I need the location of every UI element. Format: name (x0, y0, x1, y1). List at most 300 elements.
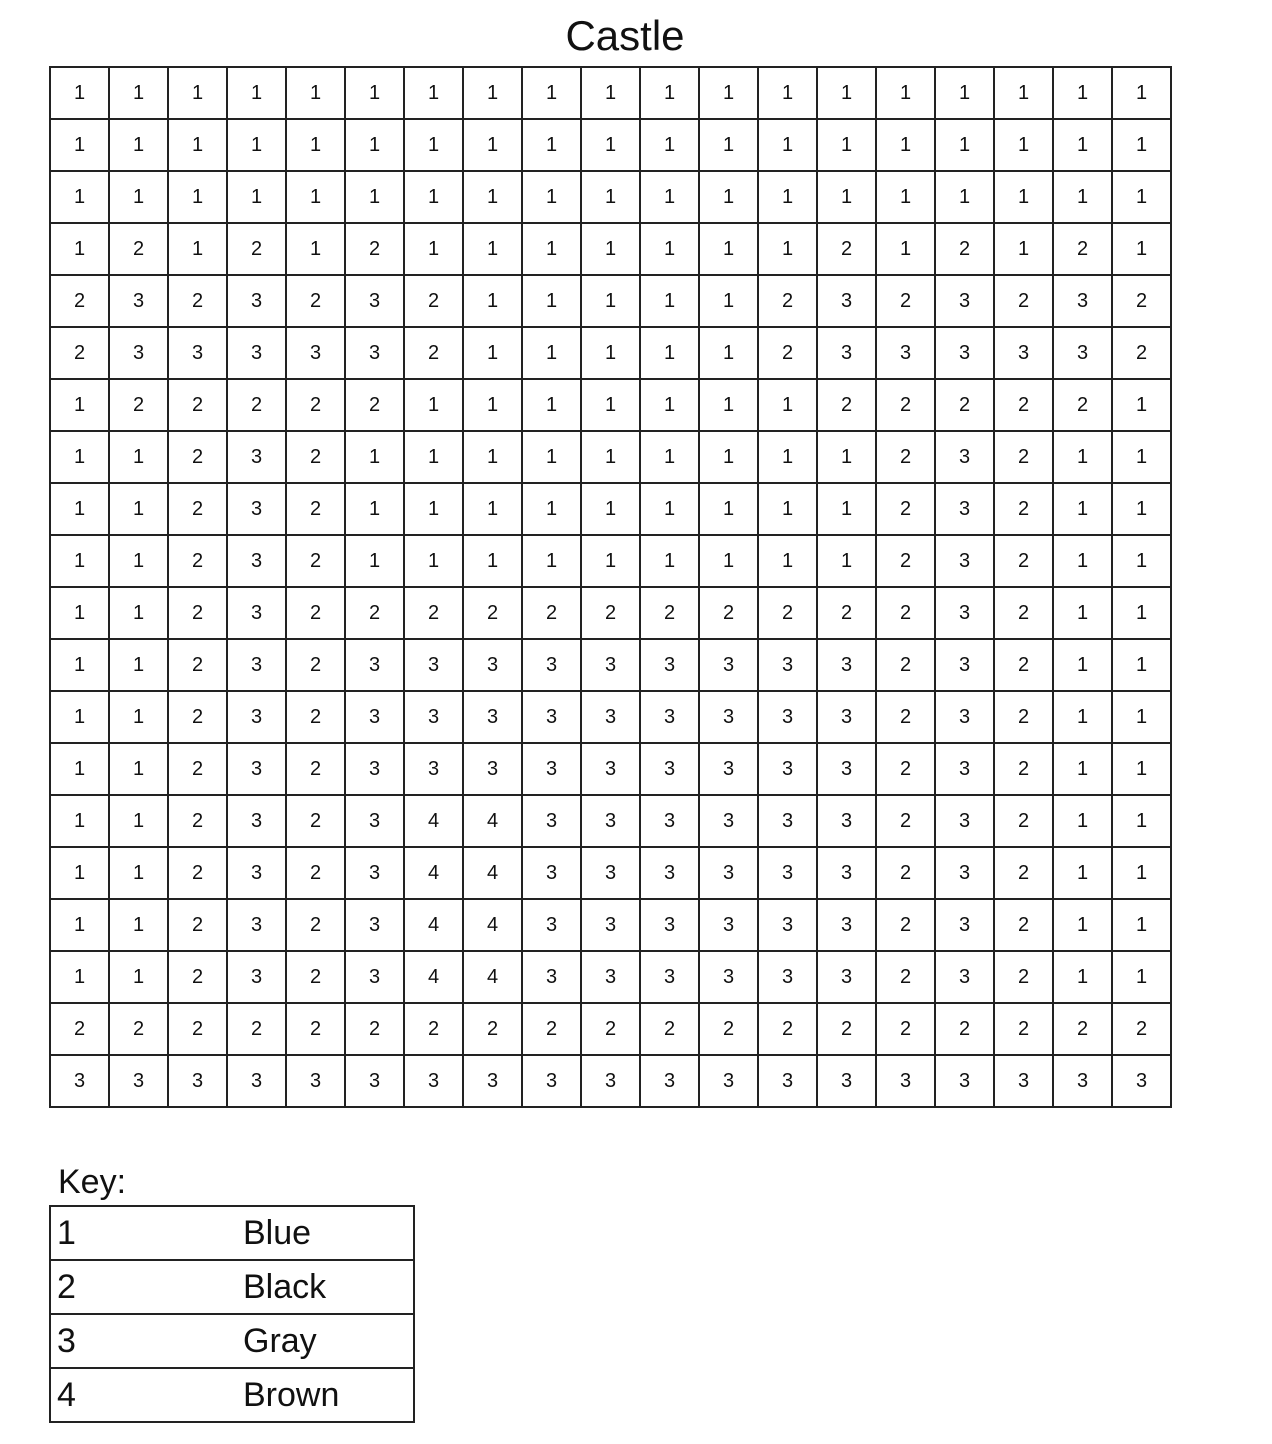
grid-cell: 1 (168, 67, 227, 119)
grid-cell: 1 (935, 171, 994, 223)
grid-cell: 1 (581, 275, 640, 327)
grid-cell: 3 (935, 535, 994, 587)
grid-cell: 1 (699, 327, 758, 379)
grid-cell: 1 (50, 119, 109, 171)
grid-cell: 4 (463, 951, 522, 1003)
grid-cell: 1 (994, 67, 1053, 119)
grid-cell: 2 (50, 1003, 109, 1055)
grid-cell: 1 (1112, 639, 1171, 691)
grid-cell: 1 (640, 535, 699, 587)
grid-cell: 3 (935, 327, 994, 379)
grid-cell: 2 (168, 691, 227, 743)
grid-cell: 1 (581, 327, 640, 379)
grid-cell: 1 (699, 67, 758, 119)
grid-cell: 2 (286, 743, 345, 795)
grid-cell: 2 (994, 639, 1053, 691)
grid-cell: 3 (817, 691, 876, 743)
grid-cell: 4 (463, 795, 522, 847)
grid-cell: 4 (404, 795, 463, 847)
grid-cell: 1 (1112, 847, 1171, 899)
grid-cell: 3 (227, 795, 286, 847)
grid-cell: 3 (935, 431, 994, 483)
grid-cell: 2 (168, 951, 227, 1003)
grid-cell: 1 (640, 119, 699, 171)
grid-cell: 1 (50, 431, 109, 483)
grid-cell: 2 (50, 327, 109, 379)
grid-cell: 2 (581, 587, 640, 639)
grid-cell: 3 (227, 1055, 286, 1107)
grid-cell: 1 (581, 171, 640, 223)
grid-cell: 1 (1112, 899, 1171, 951)
grid-cell: 3 (109, 275, 168, 327)
grid-cell: 2 (994, 483, 1053, 535)
grid-cell: 2 (876, 847, 935, 899)
grid-cell: 3 (345, 691, 404, 743)
grid-cell: 1 (168, 223, 227, 275)
grid-cell: 1 (463, 67, 522, 119)
grid-cell: 1 (522, 327, 581, 379)
grid-cell: 1 (522, 171, 581, 223)
key-color: Brown (243, 1368, 414, 1422)
grid-cell: 2 (876, 639, 935, 691)
grid-cell: 1 (286, 223, 345, 275)
grid-cell: 3 (345, 951, 404, 1003)
grid-cell: 1 (1053, 795, 1112, 847)
grid-cell: 1 (463, 483, 522, 535)
grid-cell: 3 (345, 639, 404, 691)
grid-cell: 3 (227, 535, 286, 587)
grid-row (50, 587, 1171, 639)
grid-cell: 1 (640, 171, 699, 223)
grid-cell: 1 (109, 431, 168, 483)
grid-cell: 2 (286, 951, 345, 1003)
grid-cell: 3 (522, 899, 581, 951)
grid-cell: 2 (345, 223, 404, 275)
color-key-table (49, 1205, 415, 1423)
grid-cell: 2 (345, 1003, 404, 1055)
grid-cell: 2 (522, 1003, 581, 1055)
grid-cell: 3 (522, 1055, 581, 1107)
grid-cell: 3 (345, 1055, 404, 1107)
grid-cell: 1 (109, 67, 168, 119)
grid-cell: 1 (817, 535, 876, 587)
grid-cell: 2 (227, 223, 286, 275)
color-by-number-grid (49, 66, 1172, 1108)
grid-cell: 1 (50, 951, 109, 1003)
grid-cell: 3 (640, 691, 699, 743)
grid-cell: 1 (50, 639, 109, 691)
grid-cell: 3 (935, 847, 994, 899)
grid-cell: 2 (817, 1003, 876, 1055)
grid-cell: 1 (817, 431, 876, 483)
grid-cell: 3 (50, 1055, 109, 1107)
grid-cell: 1 (168, 119, 227, 171)
grid-cell: 1 (876, 119, 935, 171)
grid-cell: 3 (876, 1055, 935, 1107)
grid-cell: 2 (1112, 275, 1171, 327)
grid-cell: 1 (758, 67, 817, 119)
grid-cell: 2 (876, 743, 935, 795)
grid-cell: 1 (463, 327, 522, 379)
grid-cell: 3 (876, 327, 935, 379)
grid-cell: 1 (286, 119, 345, 171)
grid-cell: 2 (1053, 223, 1112, 275)
grid-cell: 2 (1112, 1003, 1171, 1055)
grid-cell: 1 (50, 223, 109, 275)
grid-cell: 3 (935, 951, 994, 1003)
grid-cell: 3 (404, 691, 463, 743)
grid-row (50, 1003, 1171, 1055)
grid-cell: 1 (109, 587, 168, 639)
grid-cell: 2 (168, 535, 227, 587)
key-number: 2 (50, 1260, 243, 1314)
grid-cell: 1 (758, 535, 817, 587)
grid-cell: 2 (286, 379, 345, 431)
grid-cell: 1 (1112, 431, 1171, 483)
grid-cell: 1 (817, 119, 876, 171)
grid-cell: 2 (935, 223, 994, 275)
grid-cell: 2 (994, 899, 1053, 951)
grid-cell: 3 (345, 795, 404, 847)
grid-cell: 3 (581, 795, 640, 847)
grid-cell: 3 (1053, 275, 1112, 327)
grid-cell: 2 (758, 587, 817, 639)
grid-cell: 1 (1112, 171, 1171, 223)
grid-cell: 1 (994, 223, 1053, 275)
grid-cell: 1 (699, 275, 758, 327)
grid-cell: 1 (758, 379, 817, 431)
grid-cell: 3 (1053, 327, 1112, 379)
grid-cell: 3 (404, 1055, 463, 1107)
grid-cell: 3 (758, 639, 817, 691)
grid-cell: 2 (994, 587, 1053, 639)
grid-cell: 1 (699, 535, 758, 587)
grid-cell: 1 (345, 67, 404, 119)
grid-row (50, 431, 1171, 483)
grid-cell: 3 (286, 327, 345, 379)
grid-cell: 1 (404, 379, 463, 431)
grid-cell: 1 (640, 327, 699, 379)
grid-cell: 3 (758, 795, 817, 847)
grid-cell: 3 (817, 639, 876, 691)
grid-cell: 2 (286, 587, 345, 639)
grid-cell: 1 (758, 119, 817, 171)
grid-cell: 1 (1112, 379, 1171, 431)
grid-cell: 2 (345, 379, 404, 431)
grid-cell: 3 (758, 847, 817, 899)
key-color: Gray (243, 1314, 414, 1368)
grid-cell: 1 (876, 67, 935, 119)
grid-cell: 3 (699, 691, 758, 743)
grid-cell: 3 (227, 639, 286, 691)
grid-cell: 2 (286, 1003, 345, 1055)
grid-cell: 3 (758, 951, 817, 1003)
grid-cell: 2 (935, 1003, 994, 1055)
grid-cell: 1 (758, 171, 817, 223)
grid-cell: 1 (1112, 795, 1171, 847)
grid-cell: 2 (1053, 379, 1112, 431)
grid-row (50, 379, 1171, 431)
grid-cell: 1 (994, 119, 1053, 171)
grid-cell: 1 (699, 119, 758, 171)
grid-cell: 1 (50, 743, 109, 795)
grid-cell: 2 (699, 1003, 758, 1055)
grid-cell: 3 (404, 743, 463, 795)
grid-cell: 2 (994, 431, 1053, 483)
grid-cell: 2 (404, 587, 463, 639)
grid-cell: 2 (876, 1003, 935, 1055)
grid-cell: 2 (168, 587, 227, 639)
grid-cell: 1 (168, 171, 227, 223)
grid-cell: 2 (168, 847, 227, 899)
grid-cell: 2 (109, 379, 168, 431)
grid-cell: 1 (345, 483, 404, 535)
grid-cell: 2 (404, 327, 463, 379)
grid-cell: 3 (640, 847, 699, 899)
grid-cell: 1 (640, 275, 699, 327)
key-row (50, 1314, 414, 1368)
grid-cell: 1 (581, 223, 640, 275)
grid-cell: 2 (286, 431, 345, 483)
grid-cell: 1 (109, 691, 168, 743)
grid-cell: 3 (227, 951, 286, 1003)
grid-cell: 2 (876, 587, 935, 639)
grid-cell: 3 (699, 743, 758, 795)
grid-cell: 3 (817, 847, 876, 899)
grid-cell: 3 (463, 743, 522, 795)
grid-cell: 1 (109, 847, 168, 899)
grid-cell: 1 (50, 171, 109, 223)
grid-cell: 1 (581, 535, 640, 587)
grid-cell: 1 (345, 119, 404, 171)
grid-cell: 3 (817, 327, 876, 379)
grid-cell: 1 (345, 535, 404, 587)
grid-cell: 1 (109, 535, 168, 587)
grid-cell: 2 (994, 379, 1053, 431)
grid-cell: 1 (640, 483, 699, 535)
grid-cell: 1 (640, 223, 699, 275)
grid-cell: 2 (50, 275, 109, 327)
grid-cell: 2 (522, 587, 581, 639)
grid-cell: 2 (227, 1003, 286, 1055)
grid-cell: 3 (463, 1055, 522, 1107)
grid-cell: 1 (640, 67, 699, 119)
grid-cell: 3 (994, 327, 1053, 379)
grid-cell: 3 (758, 743, 817, 795)
grid-cell: 3 (522, 639, 581, 691)
grid-cell: 1 (699, 483, 758, 535)
grid-cell: 2 (109, 1003, 168, 1055)
grid-cell: 1 (50, 691, 109, 743)
grid-cell: 3 (699, 795, 758, 847)
grid-cell: 3 (640, 743, 699, 795)
grid-cell: 2 (168, 275, 227, 327)
grid-cell: 1 (522, 275, 581, 327)
grid-cell: 2 (109, 223, 168, 275)
grid-cell: 2 (168, 483, 227, 535)
grid-row (50, 483, 1171, 535)
grid-cell: 1 (876, 223, 935, 275)
grid-cell: 1 (522, 483, 581, 535)
grid-cell: 2 (227, 379, 286, 431)
key-row (50, 1368, 414, 1422)
grid-cell: 3 (168, 327, 227, 379)
grid-cell: 1 (463, 223, 522, 275)
grid-cell: 3 (404, 639, 463, 691)
grid-cell: 1 (758, 483, 817, 535)
grid-cell: 1 (404, 67, 463, 119)
grid-cell: 2 (935, 379, 994, 431)
grid-cell: 3 (286, 1055, 345, 1107)
grid-cell: 1 (404, 483, 463, 535)
grid-cell: 2 (286, 795, 345, 847)
grid-cell: 1 (699, 171, 758, 223)
grid-row (50, 795, 1171, 847)
grid-cell: 1 (876, 171, 935, 223)
grid-cell: 2 (404, 275, 463, 327)
grid-cell: 1 (286, 171, 345, 223)
grid-cell: 2 (286, 899, 345, 951)
grid-cell: 1 (1112, 483, 1171, 535)
grid-cell: 2 (876, 379, 935, 431)
grid-cell: 3 (640, 795, 699, 847)
grid-row (50, 1055, 1171, 1107)
grid-cell: 2 (168, 743, 227, 795)
grid-cell: 1 (463, 535, 522, 587)
grid-cell: 1 (50, 587, 109, 639)
grid-cell: 1 (1112, 67, 1171, 119)
grid-row (50, 951, 1171, 1003)
grid-cell: 2 (994, 275, 1053, 327)
grid-cell: 1 (109, 171, 168, 223)
grid-cell: 1 (1053, 951, 1112, 1003)
grid-cell: 1 (1053, 67, 1112, 119)
grid-cell: 3 (227, 899, 286, 951)
grid-cell: 1 (522, 67, 581, 119)
grid-cell: 1 (1053, 899, 1112, 951)
grid-cell: 2 (168, 899, 227, 951)
grid-cell: 3 (581, 899, 640, 951)
grid-cell: 2 (994, 951, 1053, 1003)
grid-row (50, 119, 1171, 171)
grid-cell: 1 (581, 119, 640, 171)
key-color: Blue (243, 1206, 414, 1260)
grid-cell: 3 (758, 1055, 817, 1107)
grid-cell: 2 (876, 275, 935, 327)
grid-cell: 3 (817, 795, 876, 847)
grid-cell: 3 (227, 431, 286, 483)
grid-cell: 2 (168, 1003, 227, 1055)
grid-cell: 1 (1112, 951, 1171, 1003)
grid-cell: 3 (227, 483, 286, 535)
grid-cell: 1 (699, 223, 758, 275)
grid-row (50, 327, 1171, 379)
grid-cell: 1 (935, 67, 994, 119)
grid-cell: 1 (286, 67, 345, 119)
grid-cell: 3 (522, 847, 581, 899)
grid-cell: 3 (935, 899, 994, 951)
grid-cell: 1 (109, 743, 168, 795)
grid-cell: 1 (345, 431, 404, 483)
grid-row (50, 223, 1171, 275)
grid-cell: 2 (168, 431, 227, 483)
grid-cell: 1 (1053, 691, 1112, 743)
grid-cell: 1 (1112, 743, 1171, 795)
grid-cell: 2 (876, 483, 935, 535)
grid-cell: 2 (876, 535, 935, 587)
grid-cell: 3 (345, 743, 404, 795)
grid-cell: 1 (1053, 587, 1112, 639)
grid-cell: 1 (994, 171, 1053, 223)
grid-cell: 1 (50, 483, 109, 535)
grid-cell: 2 (463, 587, 522, 639)
grid-cell: 2 (168, 639, 227, 691)
grid-cell: 2 (463, 1003, 522, 1055)
grid-cell: 1 (522, 119, 581, 171)
grid-cell: 3 (581, 951, 640, 1003)
grid-cell: 3 (699, 847, 758, 899)
grid-cell: 3 (817, 275, 876, 327)
grid-cell: 1 (581, 67, 640, 119)
grid-cell: 3 (1053, 1055, 1112, 1107)
grid-cell: 3 (935, 691, 994, 743)
grid-row (50, 743, 1171, 795)
grid-cell: 3 (640, 951, 699, 1003)
grid-cell: 3 (522, 951, 581, 1003)
grid-cell: 1 (1112, 119, 1171, 171)
grid-cell: 1 (1053, 847, 1112, 899)
key-row (50, 1260, 414, 1314)
grid-cell: 3 (227, 275, 286, 327)
grid-cell: 3 (345, 847, 404, 899)
grid-cell: 1 (463, 379, 522, 431)
grid-cell: 3 (581, 847, 640, 899)
grid-cell: 1 (404, 535, 463, 587)
grid-cell: 1 (522, 535, 581, 587)
grid-cell: 2 (817, 223, 876, 275)
grid-row (50, 171, 1171, 223)
grid-cell: 3 (817, 951, 876, 1003)
grid-cell: 2 (699, 587, 758, 639)
grid-cell: 3 (640, 639, 699, 691)
grid-cell: 3 (758, 899, 817, 951)
grid-cell: 1 (522, 379, 581, 431)
grid-cell: 1 (109, 639, 168, 691)
grid-cell: 1 (1053, 171, 1112, 223)
grid-cell: 2 (1112, 327, 1171, 379)
grid-cell: 3 (522, 795, 581, 847)
grid-cell: 3 (699, 639, 758, 691)
grid-cell: 1 (463, 431, 522, 483)
grid-cell: 2 (640, 587, 699, 639)
grid-row (50, 847, 1171, 899)
grid-cell: 2 (876, 431, 935, 483)
grid-row (50, 535, 1171, 587)
grid-cell: 3 (935, 275, 994, 327)
grid-cell: 2 (758, 275, 817, 327)
grid-cell: 1 (581, 483, 640, 535)
grid-cell: 4 (404, 951, 463, 1003)
grid-cell: 1 (50, 847, 109, 899)
grid-cell: 2 (876, 795, 935, 847)
grid-cell: 2 (640, 1003, 699, 1055)
grid-cell: 2 (758, 1003, 817, 1055)
grid-cell: 1 (463, 119, 522, 171)
page-title: Castle (565, 12, 685, 59)
grid-cell: 1 (699, 431, 758, 483)
grid-cell: 2 (994, 1003, 1053, 1055)
grid-cell: 2 (1053, 1003, 1112, 1055)
